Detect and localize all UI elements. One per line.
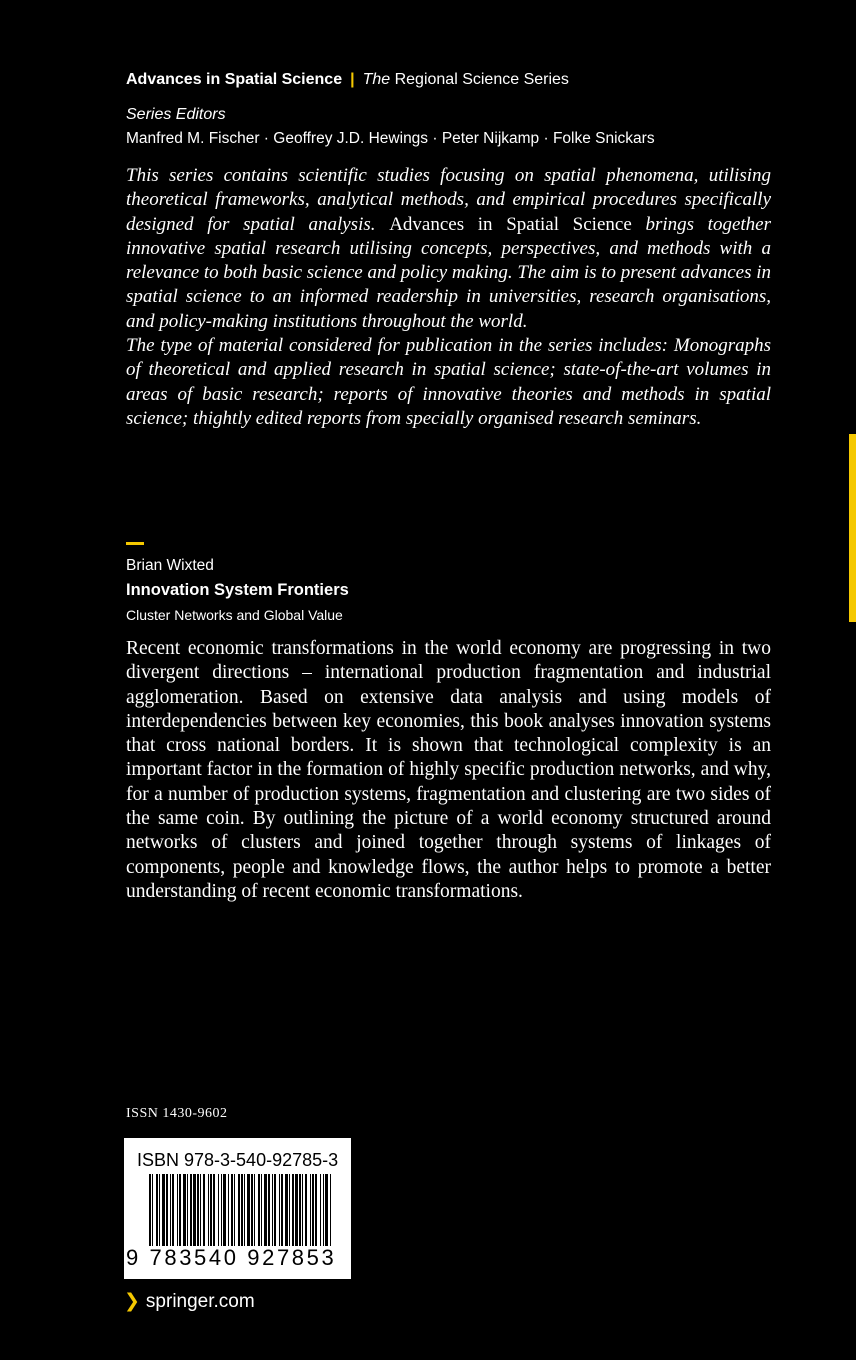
barcode-bar bbox=[325, 1174, 328, 1246]
series-description-paragraph-1: This series contains scientific studies focusing on spatial phenomena, utilising theoretical frameworks, analytical methods, and empirical procedures specifically designed for spatial analysis. Advances in Spatial Science brings together innovative spatial research utilising concepts, perspectives, and methods with a relevance to both basic science and policy making. The aim is to present advances in spatial science to an informed readership in universities, research organisations, and policy-making institutions throughout the world. bbox=[126, 165, 772, 332]
book-subtitle: Cluster Networks and Global Value bbox=[126, 607, 343, 623]
barcode-bar bbox=[305, 1174, 307, 1246]
isbn-label: ISBN 978-3-540-92785-3 bbox=[137, 1150, 339, 1170]
barcode-bar bbox=[159, 1174, 160, 1246]
barcode-bar bbox=[281, 1174, 283, 1246]
barcode-bar bbox=[268, 1174, 270, 1246]
barcode-bar bbox=[292, 1174, 294, 1246]
publisher-url: springer.com bbox=[145, 1291, 255, 1312]
barcode-bar bbox=[203, 1174, 205, 1246]
barcode-bar bbox=[254, 1174, 255, 1246]
barcode-bar bbox=[218, 1174, 219, 1246]
accent-dash bbox=[126, 542, 144, 545]
barcode-bar bbox=[289, 1174, 290, 1246]
series-separator: | bbox=[350, 71, 355, 88]
subseries-the: The bbox=[362, 71, 391, 88]
barcode-bar bbox=[162, 1174, 165, 1246]
barcode-bar bbox=[179, 1174, 181, 1246]
barcode-bar bbox=[264, 1174, 267, 1246]
issn: ISSN 1430-9602 bbox=[126, 1106, 228, 1121]
barcode-bar bbox=[183, 1174, 186, 1246]
barcode-bar bbox=[213, 1174, 215, 1246]
barcode-bar bbox=[272, 1174, 273, 1246]
barcode-bar bbox=[231, 1174, 233, 1246]
publisher-link[interactable] bbox=[124, 1290, 255, 1314]
series-header bbox=[126, 68, 786, 92]
barcode-bar bbox=[261, 1174, 262, 1246]
barcode-bar bbox=[234, 1174, 235, 1246]
series-name: Advances in Spatial Science bbox=[126, 71, 343, 88]
barcode-bar bbox=[330, 1174, 331, 1246]
barcode-bar bbox=[247, 1174, 250, 1246]
barcode-bar bbox=[149, 1174, 151, 1246]
barcode-bar bbox=[223, 1174, 226, 1246]
barcode-bar bbox=[315, 1174, 317, 1246]
barcode-bar bbox=[251, 1174, 253, 1246]
series-editors-label: Series Editors bbox=[126, 106, 226, 123]
series-description-series-name: Advances in Spatial Science bbox=[389, 213, 632, 235]
barcode-icon bbox=[149, 1174, 333, 1246]
barcode-bar bbox=[166, 1174, 168, 1246]
barcode-bar bbox=[190, 1174, 192, 1246]
series-description bbox=[126, 164, 771, 431]
barcode-bar bbox=[258, 1174, 260, 1246]
accent-strip bbox=[849, 434, 856, 622]
barcode-bar bbox=[193, 1174, 196, 1246]
barcode-digits: 9 783540 927853 bbox=[126, 1245, 337, 1270]
series-description-paragraph-2: The type of material considered for publication in the series includes: Monographs of theoretical and applied research in spatial science; state-of-the-art volumes in areas of basic research; reports of innovative theories and methods in spatial science; thightly edited reports from specially organised research seminars. bbox=[126, 335, 771, 429]
barcode-bar bbox=[244, 1174, 245, 1246]
barcode-bar bbox=[210, 1174, 212, 1246]
barcode-bar bbox=[295, 1174, 298, 1246]
barcode-bar bbox=[170, 1174, 171, 1246]
barcode-bar bbox=[285, 1174, 288, 1246]
barcode-bar bbox=[208, 1174, 209, 1246]
series-editors-names: Manfred M. Fischer · Geoffrey J.D. Hewings · Peter Nijkamp · Folke Snickars bbox=[126, 130, 655, 147]
barcode-bar bbox=[274, 1174, 276, 1246]
chevron-right-icon: ❯ bbox=[124, 1291, 140, 1312]
barcode-bar bbox=[187, 1174, 188, 1246]
barcode-bar bbox=[279, 1174, 280, 1246]
barcode-bar bbox=[200, 1174, 201, 1246]
barcode-bar bbox=[310, 1174, 311, 1246]
barcode-bar bbox=[312, 1174, 314, 1246]
barcode-bar bbox=[238, 1174, 240, 1246]
barcode-bar bbox=[172, 1174, 174, 1246]
subseries-name: Regional Science Series bbox=[390, 71, 569, 88]
book-blurb: Recent economic transformations in the world economy are progressing in two divergent directions – international production fragmentation and industrial agglomeration. Based on extensive data analysis and using models of interdependencies between key economies, this book analyses innovation systems that cross national borders. It is shown that technological complexity is an important factor in the formation of highly specific production networks, and why, for a number of production systems, fragmentation and clustering are two sides of the same coin. By outlining the picture of a world economy structured around networks of clusters and joined together through systems of linkages of components, people and knowledge flows, the author helps to promote a better understanding of recent economic transformations. bbox=[126, 638, 771, 902]
barcode-bar bbox=[228, 1174, 229, 1246]
barcode-bar bbox=[320, 1174, 321, 1246]
barcode-bar bbox=[197, 1174, 199, 1246]
barcode-bar bbox=[299, 1174, 301, 1246]
barcode-bar bbox=[177, 1174, 178, 1246]
book-title: Innovation System Frontiers bbox=[126, 581, 349, 599]
barcode-bar bbox=[323, 1174, 324, 1246]
barcode-bar bbox=[221, 1174, 222, 1246]
barcode-bar bbox=[152, 1174, 153, 1246]
barcode-bar bbox=[302, 1174, 303, 1246]
book-author: Brian Wixted bbox=[126, 557, 214, 574]
barcode-bar bbox=[156, 1174, 158, 1246]
isbn-barcode-box bbox=[124, 1138, 351, 1279]
barcode-bar bbox=[241, 1174, 243, 1246]
